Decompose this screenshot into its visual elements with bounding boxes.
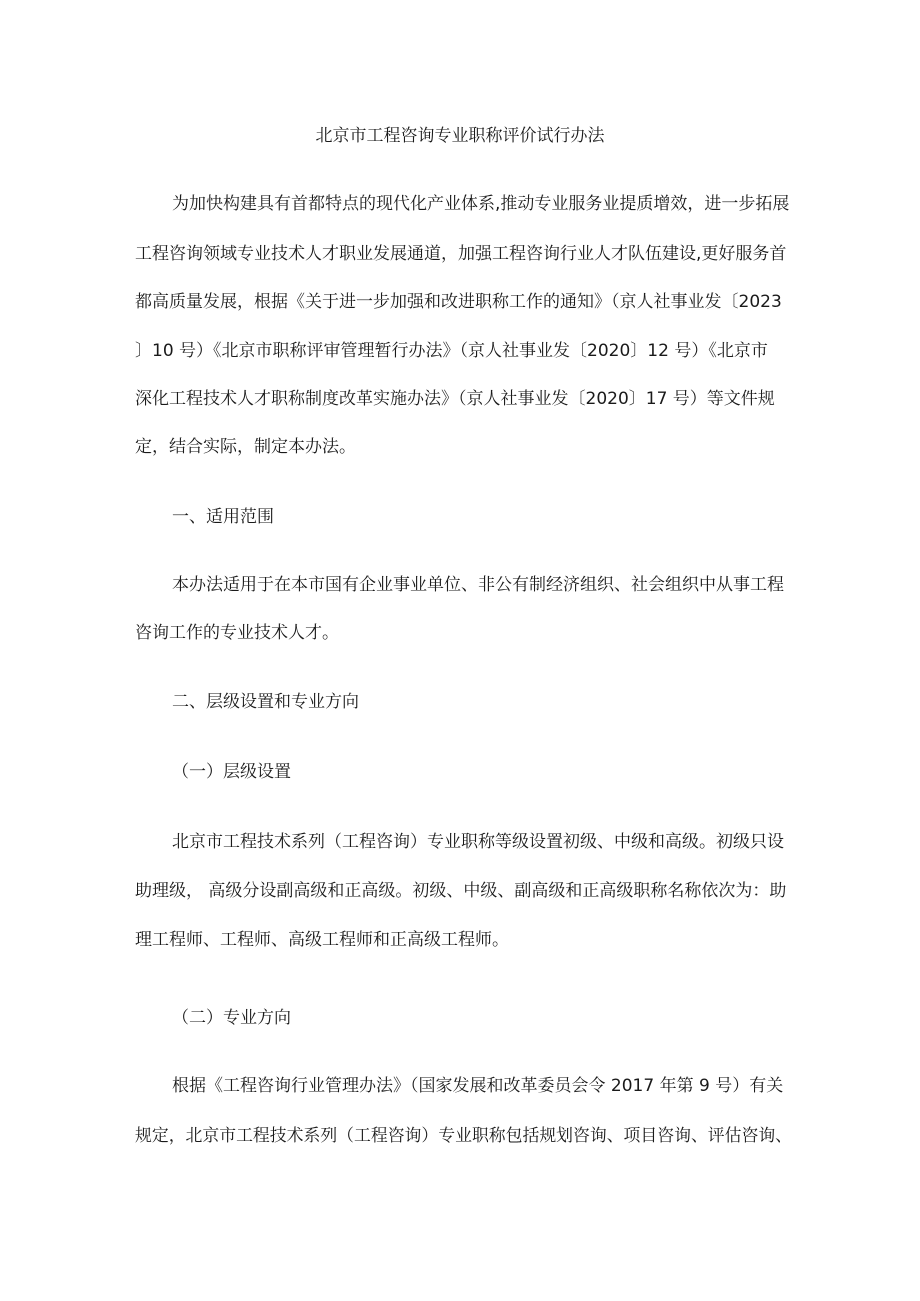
intro-line: 〕10 号）《北京市职称评审管理暂行办法》（京人社事业发〔2020〕12 号）《北京市 xyxy=(135,341,768,361)
intro-line: 定，结合实际，制定本办法。 xyxy=(135,437,356,457)
paragraph-line: 规定，北京市工程技术系列（工程咨询）专业职称包括规划咨询、项目咨询、评估咨询、 xyxy=(135,1126,793,1146)
paragraph-line: 助理级， 高级分设副高级和正高级。初级、中级、副高级和正高级职称名称依次为：助 xyxy=(135,881,787,901)
document-title: 北京市工程咨询专业职称评价试行办法 xyxy=(315,126,605,146)
section-heading: 二、层级设置和专业方向 xyxy=(172,692,359,712)
intro-line: 为加快构建具有首都特点的现代化产业体系,推动专业服务业提质增效，进一步拓展 xyxy=(172,194,790,214)
intro-line: 都高质量发展，根据《关于进一步加强和改进职称工作的通知》（京人社事业发〔2023 xyxy=(135,292,782,312)
intro-line: 工程咨询领域专业技术人才职业发展通道，加强工程咨询行业人才队伍建设,更好服务首 xyxy=(135,244,787,264)
section-heading: 一、适用范围 xyxy=(172,507,274,527)
subsection-heading: （一）层级设置 xyxy=(172,762,291,782)
subsection-heading: （二）专业方向 xyxy=(172,1008,291,1028)
intro-line: 深化工程技术人才职称制度改革实施办法》（京人社事业发〔2020〕17 号）等文件规 xyxy=(135,389,775,409)
paragraph-line: 理工程师、工程师、高级工程师和正高级工程师。 xyxy=(135,930,509,950)
paragraph-line: 北京市工程技术系列（工程咨询）专业职称等级设置初级、中级和高级。初级只设 xyxy=(172,832,784,852)
paragraph-line: 根据《工程咨询行业管理办法》（国家发展和改革委员会令 2017 年第 9 号）有关 xyxy=(172,1076,784,1096)
paragraph-line: 咨询工作的专业技术人才。 xyxy=(135,623,339,643)
paragraph-line: 本办法适用于在本市国有企业事业单位、非公有制经济组织、社会组织中从事工程 xyxy=(172,575,784,595)
